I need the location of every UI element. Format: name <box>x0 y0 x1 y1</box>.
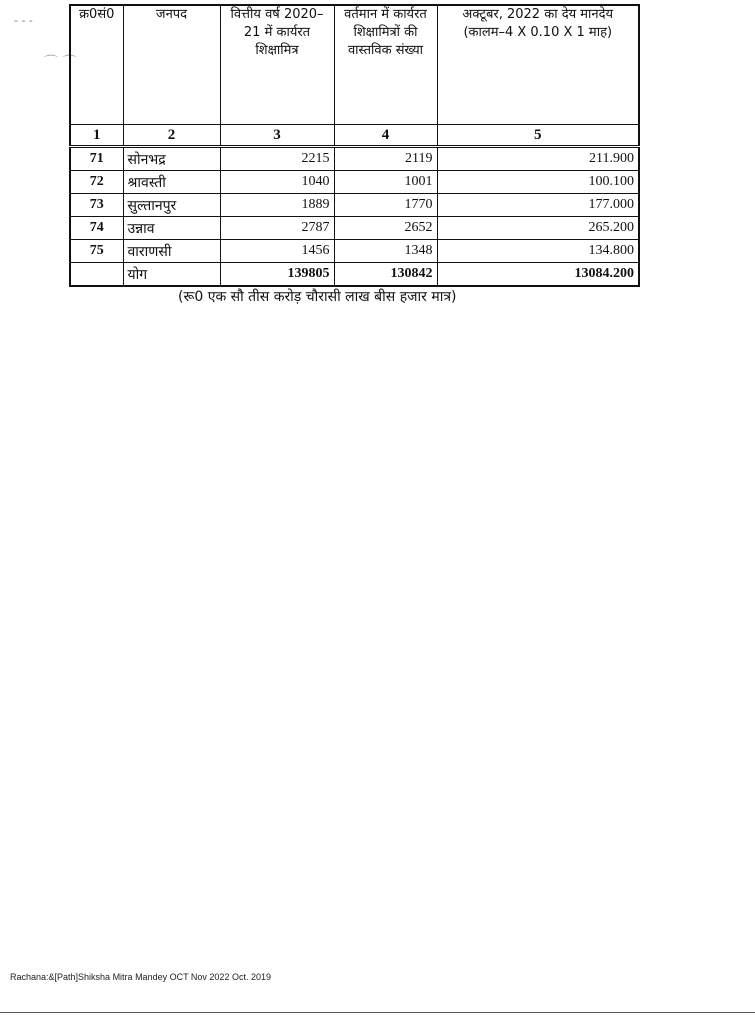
current-count-cell: 1770 <box>334 194 437 217</box>
serial-cell <box>70 263 123 287</box>
current-count-cell: 2652 <box>334 217 437 240</box>
table-row <box>70 217 639 240</box>
table-row <box>70 240 639 263</box>
district-cell: श्रावस्ती <box>123 171 220 194</box>
header-payable: अक्टूबर, 2022 का देय मानदेय (कालम–4 X 0.10 X 1 माह) <box>437 5 639 125</box>
payable-cell: 134.800 <box>437 240 639 263</box>
district-cell: सोनभद्र <box>123 147 220 171</box>
header-current-count: वर्तमान में कार्यरत शिक्षामित्रों की वास्तविक संख्या <box>334 5 437 125</box>
page-bottom-rule <box>0 1012 755 1013</box>
total-payable: 13084.200 <box>437 263 639 287</box>
district-cell: उन्नाव <box>123 217 220 240</box>
column-number-row <box>70 125 639 147</box>
total-current-count: 130842 <box>334 263 437 287</box>
column-number: 1 <box>70 125 123 147</box>
column-number: 5 <box>437 125 639 147</box>
fy-count-cell: 2215 <box>220 147 334 171</box>
header-fy-count: वित्तीय वर्ष 2020–21 में कार्यरत शिक्षामित्र <box>220 5 334 125</box>
district-cell: वाराणसी <box>123 240 220 263</box>
fy-count-cell: 1889 <box>220 194 334 217</box>
header-district: जनपद <box>123 5 220 125</box>
header-row <box>70 5 639 125</box>
scan-mark: - - - <box>14 14 33 27</box>
table-row <box>70 147 639 171</box>
district-cell: सुल्तानपुर <box>123 194 220 217</box>
payable-cell: 265.200 <box>437 217 639 240</box>
header-serial: क्र0सं0 <box>70 5 123 125</box>
fy-count-cell: 1040 <box>220 171 334 194</box>
serial-cell: 75 <box>70 240 123 263</box>
total-label: योग <box>123 263 220 287</box>
serial-cell: 74 <box>70 217 123 240</box>
total-row <box>70 263 639 287</box>
payable-cell: 211.900 <box>437 147 639 171</box>
table-row <box>70 171 639 194</box>
column-number: 2 <box>123 125 220 147</box>
fy-count-cell: 2787 <box>220 217 334 240</box>
fy-count-cell: 1456 <box>220 240 334 263</box>
file-path-footer: Rachana:&[Path]Shiksha Mitra Mandey OCT Nov 2022 Oct. 2019 <box>10 972 271 982</box>
serial-cell: 73 <box>70 194 123 217</box>
table-row <box>70 194 639 217</box>
serial-cell: 71 <box>70 147 123 171</box>
scan-mark: ⌒ ⌒ <box>44 55 77 71</box>
payable-cell: 177.000 <box>437 194 639 217</box>
current-count-cell: 2119 <box>334 147 437 171</box>
current-count-cell: 1001 <box>334 171 437 194</box>
column-number: 3 <box>220 125 334 147</box>
total-fy-count: 139805 <box>220 263 334 287</box>
column-number: 4 <box>334 125 437 147</box>
current-count-cell: 1348 <box>334 240 437 263</box>
honorarium-table <box>69 4 640 287</box>
payable-cell: 100.100 <box>437 171 639 194</box>
serial-cell: 72 <box>70 171 123 194</box>
amount-in-words: (रू0 एक सौ तीस करोड़ चौरासी लाख बीस हजार मात्र) <box>178 289 457 305</box>
